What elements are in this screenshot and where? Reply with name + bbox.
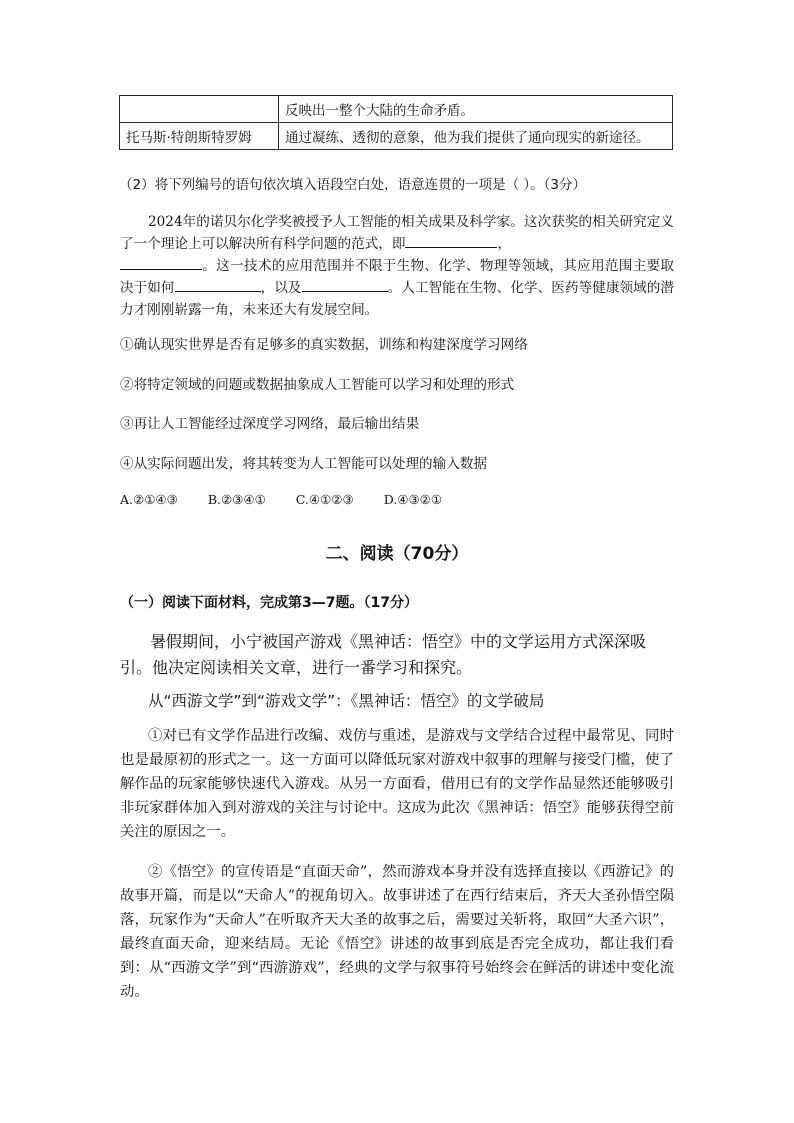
author-table — [119, 95, 673, 150]
table-row — [120, 96, 673, 123]
passage-text-a: 2024年的诺贝尔化学奖被授予人工智能的相关成果及科学家。这次获奖的相关研究定义了一个理论上可以解决所有科学问题的范式，即 — [120, 214, 674, 252]
fill-blank-3 — [175, 277, 261, 292]
question-2-passage — [120, 211, 674, 321]
section-subtitle: （一）阅读下面材料，完成第3—7题。（17分） — [120, 595, 418, 611]
question-2-prompt: （2）将下列编号的语句依次填入语段空白处，语意连贯的一项是（ ）。（3分） — [119, 177, 586, 193]
sentence-option-4: ④从实际问题出发，将其转变为人工智能可以处理的输入数据 — [120, 456, 488, 472]
article-paragraph-2: ②《悟空》的宣传语是“直面天命”，然而游戏本身并没有选择直接以《西游记》的故事开篇，而是以“天命人”的视角切入。故事讲述了在西行结束后，齐天大圣孙悟空陨落，玩家作为“天命人”在听取齐天大圣的故事之后，需要过关斩将，取回“大圣六识”，最终直面天命，迎来结局。无论《悟空》讲述的故事到底是否完全成功，都让我们看到：从“西游文学”到“西游游戏”，经典的文学与叙事符号始终会在鲜活的讲述中变化流动。 — [120, 864, 674, 1000]
article-title: 从“西游文学”到“游戏文学”：《黑神话：悟空》的文学破局 — [148, 692, 545, 710]
fill-blank-4 — [302, 277, 388, 292]
choice-b[interactable]: B.②③④① — [207, 492, 266, 507]
choice-d[interactable]: D.④③②① — [383, 492, 443, 507]
author-comment-cell: 反映出一整个大陆的生命矛盾。 — [279, 96, 673, 123]
choice-a[interactable]: A.②①④③ — [120, 492, 178, 507]
table-row — [120, 123, 673, 150]
passage-text-b: 。这一技术的应用范围并不限于生物、化学、物理等领域，其应用范围主要取决于如何 — [120, 258, 674, 296]
fill-blank-2 — [120, 255, 202, 270]
fill-blank-1 — [405, 233, 497, 248]
section-title: 二、阅读（70分） — [325, 544, 469, 564]
answer-choices — [120, 492, 468, 507]
choice-c[interactable]: C.④①②③ — [295, 492, 354, 507]
sentence-option-2: ②将特定领域的问题或数据抽象成人工智能可以学习和处理的形式 — [120, 377, 515, 393]
passage-text-d: 。人工智能在生物、化学、医药等健康领域的潜力才刚刚崭露一角，未来还大有发展空间。 — [120, 280, 675, 318]
sentence-option-3: ③再让人工智能经过深度学习网络，最后输出结果 — [120, 416, 420, 432]
reading-intro: 暑假期间，小宁被国产游戏《黑神话：悟空》中的文学运用方式深深吸引。他决定阅读相关文章，进行一番学习和探究。 — [120, 632, 647, 677]
article-paragraph-1: ①对已有文学作品进行改编、戏仿与重述，是游戏与文学结合过程中最常见、同时也是最原初的形式之一。这一方面可以降低玩家对游戏中叙事的理解与接受门槛，使了解作品的玩家能够快速代入游戏。从另一方面看，借用已有的文学作品显然还能够吸引非玩家群体加入到对游戏的关注与讨论中。这成为此次《黑神话：悟空》能够获得空前关注的原因之一。 — [120, 728, 674, 840]
passage-text-c: ，以及 — [260, 280, 302, 296]
author-name-cell: 托马斯·特朗斯特罗姆 — [120, 123, 279, 150]
sentence-option-1: ①确认现实世界是否有足够多的真实数据，训练和构建深度学习网络 — [120, 337, 528, 353]
passage-comma: ， — [497, 236, 512, 252]
author-comment-cell: 通过凝练、透彻的意象，他为我们提供了通向现实的新途径。 — [279, 123, 673, 150]
author-name-cell — [120, 96, 279, 123]
